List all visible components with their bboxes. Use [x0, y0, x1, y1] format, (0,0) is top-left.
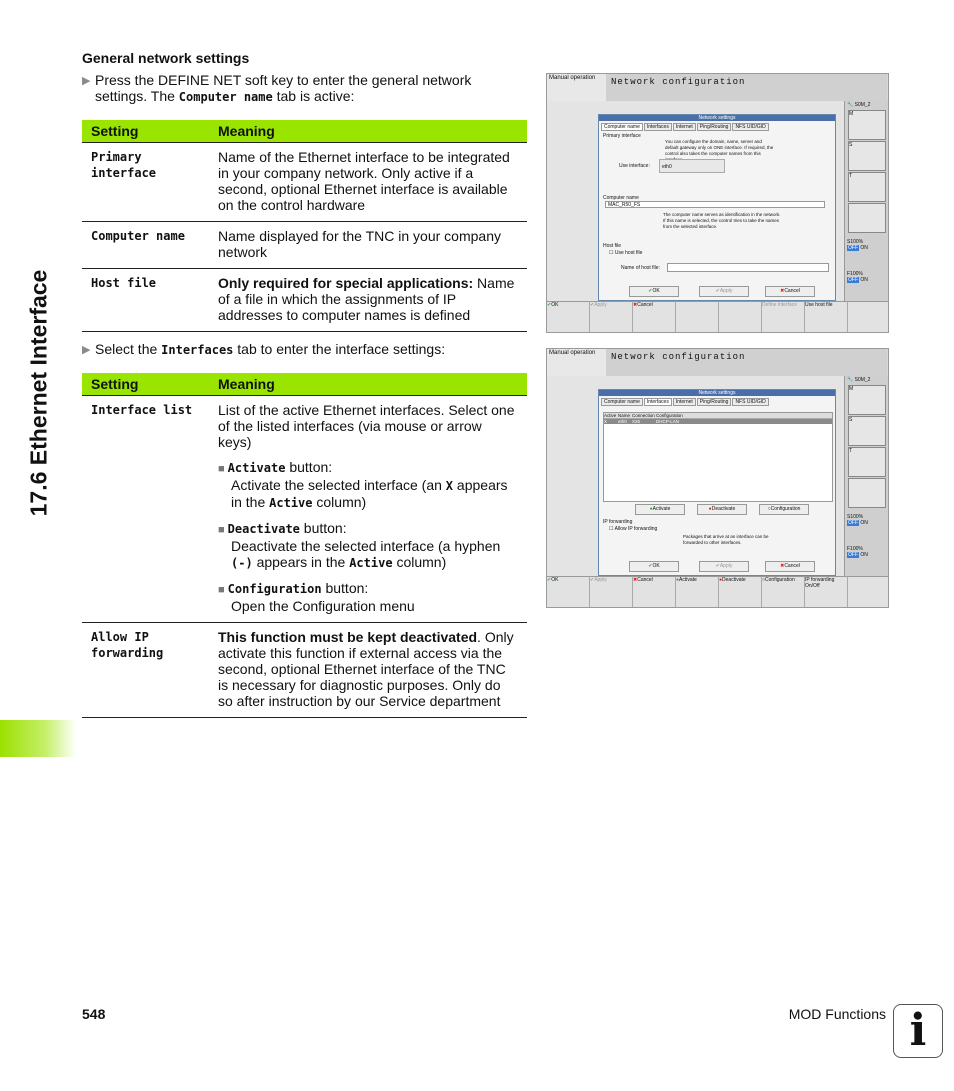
chapter-tab-marker	[0, 720, 76, 757]
bullet-configuration: ■ Configuration button: Open the Configuration menu	[218, 580, 415, 614]
page-number: 548	[82, 1006, 106, 1022]
screenshot-computer-name-tab	[546, 73, 889, 333]
spindle-override-gauge: S100% OFF ON	[847, 239, 868, 251]
activate-icon: ●	[649, 506, 653, 512]
tool-indicator: 🔧 S0M_2	[847, 102, 871, 108]
tool-indicator: 🔧 S0M_2	[847, 377, 871, 383]
bullet-square-icon: ■	[218, 584, 225, 596]
activate-button[interactable]: ●Activate	[635, 504, 685, 515]
check-icon: ✔	[648, 563, 653, 569]
chapter-name: MOD Functions	[788, 1006, 886, 1022]
computer-name-input[interactable]: MAC_R50_FS	[605, 201, 825, 208]
m-function-button[interactable]: M	[848, 110, 886, 140]
bullet-square-icon: ■	[218, 524, 225, 536]
m-function-button[interactable]: M	[848, 385, 886, 415]
softkey-configuration[interactable]: ○Configuration	[762, 576, 805, 607]
step-define-net: ▶ Press the DEFINE NET soft key to enter the general network settings. The Computer name tab is active:	[82, 72, 472, 104]
section-heading: General network settings	[82, 50, 250, 66]
check-icon: ✔	[590, 302, 595, 308]
tab-internet[interactable]: Internet	[673, 123, 696, 131]
softkey-apply[interactable]: ✔Apply	[590, 576, 633, 607]
table-row: Computer name Name displayed for the TNC in your company network	[82, 222, 527, 269]
bullet-deactivate: ■ Deactivate button: Deactivate the selected interface (a hyphen (-) appears in the Active column)	[218, 520, 501, 570]
cancel-icon: ✖	[780, 563, 785, 569]
interface-settings-table	[82, 373, 527, 718]
softkey-define-interface[interactable]: Define interface	[762, 301, 805, 332]
tab-nfs[interactable]: NFS UID/GID	[732, 398, 768, 406]
dialog-cancel-button[interactable]: ✖Cancel	[765, 286, 815, 297]
mode-label: Manual operation	[547, 74, 606, 101]
use-host-checkbox[interactable]: ☐ Use host file	[609, 250, 643, 256]
table-row[interactable]: X eth0 X26 DHCP-LAN	[604, 419, 832, 424]
tab-ping-routing[interactable]: Ping/Routing	[697, 123, 732, 131]
spindle-override-gauge: S100% OFF ON	[847, 514, 868, 526]
network-settings-dialog: Network settings Computer name Interfaces Internet Ping/Routing NFS UID/GID Primary interface You can configure the domain, name, server and default gateway only on ONE interface. If required, the control also takes the computer names from this Use interface: eth0 Computer name MAC_R50_FS The computer name serves as identification in the network. If this name is selected, the control tries to take the names from the selected interface. Host file ☐ Use host file Name of host file: ✔OK ✔Apply ✖Cancel	[598, 114, 836, 301]
cancel-icon: ✖	[633, 577, 638, 583]
check-icon: ✔	[715, 288, 720, 294]
configuration-icon: ○	[767, 506, 771, 512]
table-row: Allow IP forwarding This function must be kept deactivated. Only activate this function if external access via the second, optional Ethernet interface of the TNC is necessary for diagnostic purposes. Only do so after instruction by our Service department	[82, 623, 527, 718]
dialog-cancel-button[interactable]: ✖Cancel	[765, 561, 815, 572]
softkey-ok[interactable]: ✔OK	[547, 576, 590, 607]
tab-computer-name[interactable]: Computer name	[601, 123, 643, 131]
blank-panel-button[interactable]	[848, 478, 886, 508]
tab-nfs[interactable]: NFS UID/GID	[732, 123, 768, 131]
softkey-empty[interactable]	[848, 576, 889, 607]
softkey-cancel[interactable]: ✖Cancel	[633, 576, 676, 607]
softkey-use-host-file[interactable]: Use host file	[805, 301, 848, 332]
tab-interfaces[interactable]: Interfaces	[644, 398, 672, 406]
configuration-icon: ○	[762, 577, 766, 583]
deactivate-button[interactable]: ●Deactivate	[697, 504, 747, 515]
deactivate-icon: ●	[719, 577, 723, 583]
tab-internet[interactable]: Internet	[673, 398, 696, 406]
step-arrow-icon: ▶	[82, 75, 91, 87]
softkey-activate[interactable]: ●Activate	[676, 576, 719, 607]
dialog-ok-button[interactable]: ✔OK	[629, 286, 679, 297]
s-function-button[interactable]: S	[848, 141, 886, 171]
softkey-ip-forwarding[interactable]: IP forwarding On/Off	[805, 576, 848, 607]
table-row: Primary interface Name of the Ethernet interface to be integrated in your company network. Only active if a second, optional Ethernet interface is available on the control hardware	[82, 143, 527, 222]
machine-status-panel	[844, 101, 888, 301]
interface-list[interactable]: Active Name Connection Configuration X eth0 X26 DHCP-LAN	[603, 412, 833, 502]
bullet-square-icon: ■	[218, 463, 225, 475]
host-file-input[interactable]	[667, 263, 829, 272]
network-settings-dialog: Network settings Computer name Interfaces Internet Ping/Routing NFS UID/GID Active Name Connection Configuration X eth0 X26 DHCP-LAN ●Activate ●Deactivate ○Configuration IP forwarding ☐ Allow IP forwarding Packages that arrive at an interface can be forwarded to other interfaces. ✔OK ✔Apply ✖Cancel	[598, 389, 836, 576]
dialog-apply-button[interactable]: ✔Apply	[699, 286, 749, 297]
allow-ip-forwarding-checkbox[interactable]: ☐ Allow IP forwarding	[609, 526, 658, 532]
configuration-button[interactable]: ○Configuration	[759, 504, 809, 515]
softkey-apply[interactable]: ✔Apply	[590, 301, 633, 332]
cancel-icon: ✖	[780, 288, 785, 294]
t-function-button[interactable]: T	[848, 172, 886, 202]
softkey-empty[interactable]	[719, 301, 762, 332]
interface-select[interactable]: eth0	[659, 159, 725, 173]
check-icon: ✔	[715, 563, 720, 569]
general-settings-table	[82, 120, 527, 332]
chapter-sidebar-title: 17.6 Ethernet Interface	[25, 269, 52, 517]
check-icon: ✔	[547, 577, 552, 583]
softkey-empty[interactable]	[848, 301, 889, 332]
check-icon: ✔	[648, 288, 653, 294]
softkey-deactivate[interactable]: ●Deactivate	[719, 576, 762, 607]
step-interfaces: ▶ Select the Interfaces tab to enter the interface settings:	[82, 341, 446, 357]
softkey-ok[interactable]: ✔OK	[547, 301, 590, 332]
check-icon: ✔	[547, 302, 552, 308]
screen-header: Network configuration	[606, 349, 887, 376]
deactivate-icon: ●	[708, 506, 712, 512]
machine-status-panel	[844, 376, 888, 576]
table-header-row: Setting Meaning	[82, 120, 527, 143]
blank-panel-button[interactable]	[848, 203, 886, 233]
tab-computer-name[interactable]: Computer name	[601, 398, 643, 406]
step-arrow-icon: ▶	[82, 344, 91, 356]
bullet-activate: ■ Activate button: Activate the selected interface (an X appears in the Active column)	[218, 459, 508, 510]
dialog-apply-button[interactable]: ✔Apply	[699, 561, 749, 572]
table-header-row: Setting Meaning	[82, 373, 527, 396]
screenshot-interfaces-tab	[546, 348, 889, 608]
s-function-button[interactable]: S	[848, 416, 886, 446]
tab-interfaces[interactable]: Interfaces	[644, 123, 672, 131]
softkey-empty[interactable]	[676, 301, 719, 332]
mode-label: Manual operation	[547, 349, 606, 376]
table-row: Interface list List of the active Ethernet interfaces. Select one of the listed interfaces (via mouse or arrow keys) ■ Activate button: Activate the selected interface (an X appears in the Active column) ■ Deactivate button: Deactivate the selected interface (a hyphen (-) appears in the Active column) ■ Configuration button: Open the Configuration menu	[82, 396, 527, 623]
tab-ping-routing[interactable]: Ping/Routing	[697, 398, 732, 406]
check-icon: ✔	[590, 577, 595, 583]
activate-icon: ●	[676, 577, 680, 583]
info-icon: i	[893, 1004, 943, 1058]
dialog-ok-button[interactable]: ✔OK	[629, 561, 679, 572]
table-row: Host file Only required for special applications: Name of a file in which the assignments of IP addresses to computer names is defined	[82, 269, 527, 332]
cancel-icon: ✖	[633, 302, 638, 308]
feed-override-gauge: F100% OFF ON	[847, 271, 868, 283]
t-function-button[interactable]: T	[848, 447, 886, 477]
screen-header: Network configuration	[606, 74, 887, 101]
softkey-cancel[interactable]: ✖Cancel	[633, 301, 676, 332]
feed-override-gauge: F100% OFF ON	[847, 546, 868, 558]
